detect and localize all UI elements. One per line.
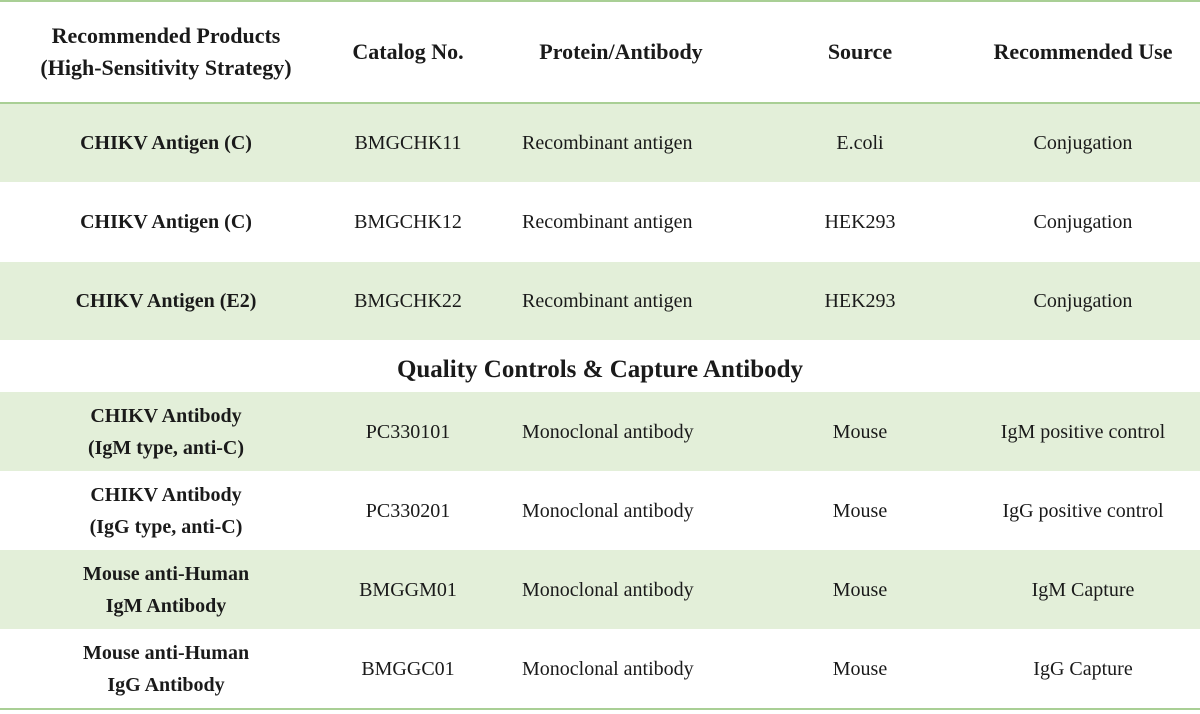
recommended-use: IgM positive control [1000,420,1166,443]
product-name-line1: CHIKV Antibody [90,483,242,506]
table-row [0,104,1200,182]
source: HEK293 [824,211,896,233]
protein-type: Monoclonal antibody [522,578,694,601]
product-name [16,629,316,708]
recommended-use: IgG positive control [1002,499,1164,522]
recommended-use: IgM Capture [1031,578,1135,601]
recommended-use: IgG Capture [1033,657,1133,680]
product-name-line1: Mouse anti-Human [82,562,250,585]
catalog-number: BMGGC01 [361,657,455,680]
header-protein-antibody: Protein/Antibody [539,39,703,64]
table-row [0,629,1200,708]
protein-type: Recombinant antigen [522,132,693,154]
bottom-rule [0,708,1200,710]
recommended-use: Conjugation [1033,211,1133,233]
header-recommended-products [16,2,316,102]
product-name-line2: IgG Antibody [107,673,225,696]
product-name [16,392,316,471]
table-row [0,262,1200,340]
protein-type: Monoclonal antibody [522,420,694,443]
product-name: CHIKV Antigen (C) [80,132,252,154]
table-row [0,471,1200,550]
catalog-number: BMGCHK22 [354,290,462,312]
header-catalog-no: Catalog No. [352,39,464,64]
table-header [0,2,1200,102]
protein-type: Recombinant antigen [522,211,693,233]
product-name [16,550,316,629]
catalog-number: PC330201 [365,499,451,522]
source: HEK293 [824,290,896,312]
protein-type: Recombinant antigen [522,290,693,312]
product-name [16,471,316,550]
product-name-line2: (IgG type, anti-C) [89,515,243,538]
recommended-use: Conjugation [1033,132,1133,154]
product-name-line2: IgM Antibody [105,594,227,617]
catalog-number: PC330101 [365,420,451,443]
recommended-use: Conjugation [1033,290,1133,312]
source: E.coli [836,132,884,154]
product-name-line2: (IgM type, anti-C) [87,436,245,459]
header-recommended-use: Recommended Use [993,39,1173,64]
section-title: Quality Controls & Capture Antibody [396,356,804,383]
table-row [0,550,1200,629]
product-name: CHIKV Antigen (C) [80,211,252,233]
header-col1-line1: Recommended Products [51,23,281,48]
protein-type: Monoclonal antibody [522,657,694,680]
product-name-line1: Mouse anti-Human [82,641,250,664]
source: Mouse [832,499,888,522]
product-name: CHIKV Antigen (E2) [75,290,257,312]
source: Mouse [832,578,888,601]
product-name-line1: CHIKV Antibody [90,404,242,427]
catalog-number: BMGGM01 [359,578,457,601]
source: Mouse [832,420,888,443]
catalog-number: BMGCHK11 [354,132,462,154]
source: Mouse [832,657,888,680]
catalog-number: BMGCHK12 [354,211,462,233]
protein-type: Monoclonal antibody [522,499,694,522]
header-source: Source [827,39,893,64]
table-row [0,182,1200,262]
table-row [0,392,1200,471]
header-col1-line2: (High-Sensitivity Strategy) [40,55,292,80]
